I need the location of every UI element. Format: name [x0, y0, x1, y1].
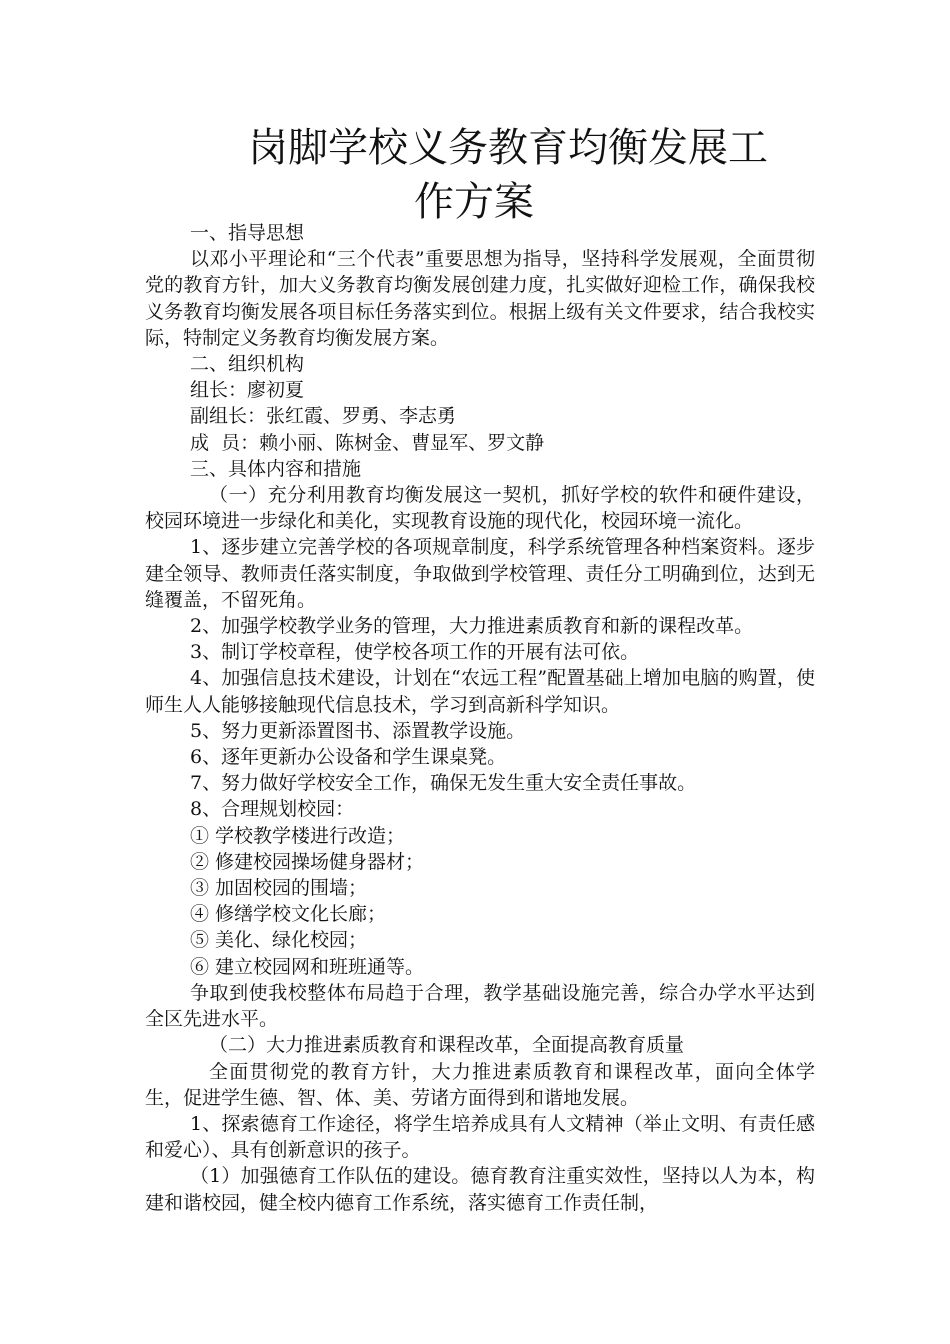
paragraph: 8、合理规划校园：	[190, 798, 355, 821]
section-heading: 一、指导思想	[190, 222, 305, 244]
list-item: ① 学校教学楼进行改造；	[190, 824, 406, 847]
paragraph: 1、逐步建立完善学校的各项规章制度，科学系统管理各种档案资料。逐步建全领导、教师责任落实制度，争取做到学校管理、责任分工明确到位，达到无缝覆盖，不留死角。	[145, 536, 815, 611]
section-heading: 三、具体内容和措施	[190, 457, 362, 480]
paragraph: 2、加强学校教学业务的管理，大力推进素质教育和新的课程改革。	[190, 615, 754, 638]
paragraph: 成 员：赖小丽、陈树金、曹显军、罗文静	[190, 431, 545, 454]
section-heading: （二）大力推进素质教育和课程改革，全面提高教育质量	[209, 1034, 685, 1057]
list-item: ③ 加固校园的围墙；	[190, 877, 368, 900]
paragraph: 4、加强信息技术建设，计划在“农远工程”配置基础上增加电脑的购置，使师生人人能够接触现代信息技术，学习到高新科学知识。	[145, 667, 815, 716]
paragraph: （一）充分利用教育均衡发展这一契机，抓好学校的软件和硬件建设，校园环境进一步绿化和美化，实现教育设施的现代化，校园环境一流化。	[145, 484, 815, 533]
paragraph: 6、逐年更新办公设备和学生课桌凳。	[190, 746, 507, 769]
list-item: ④ 修缮学校文化长廊；	[190, 903, 387, 926]
paragraph: 3、制订学校章程，使学校各项工作的开展有法可依。	[190, 641, 640, 664]
paragraph: 争取到使我校整体布局趋于合理，教学基础设施完善，综合办学水平达到全区先进水平。	[145, 981, 815, 1031]
document-body	[145, 220, 815, 1216]
list-item: ⑥ 建立校园网和班班通等。	[190, 955, 425, 978]
paragraph: 以邓小平理论和“三个代表”重要思想为指导，坚持科学发展观，全面贯彻党的教育方针，加大义务教育均衡发展创建力度，扎实做好迎检工作，确保我校义务教育均衡发展各项目标任务落实到位。根据上级有关文件要求，结合我校实际，特制定义务教育均衡发展方案。	[145, 248, 815, 349]
paragraph: 7、努力做好学校安全工作，确保无发生重大安全责任事故。	[190, 772, 697, 795]
paragraph: （1）加强德育工作队伍的建设。德育教育注重实效性，坚持以人为本，构建和谐校园，健全校内德育工作系统，落实德育工作责任制，	[145, 1165, 815, 1214]
paragraph: 1、探索德育工作途径，将学生培养成具有人文精神（举止文明、有责任感和爱心）、具有创新意识的孩子。	[145, 1112, 815, 1162]
document-title-line-1: 岗脚学校义务教育均衡发展工	[248, 125, 768, 171]
paragraph: 全面贯彻党的教育方针，大力推进素质教育和课程改革，面向全体学生，促进学生德、智、体、美、劳诸方面得到和谐地发展。	[145, 1060, 815, 1109]
paragraph: 组长：廖初夏	[190, 379, 305, 402]
paragraph: 副组长：张红霞、罗勇、李志勇	[190, 405, 457, 428]
list-item: ② 修建校园操场健身器材；	[190, 850, 425, 873]
section-heading: 二、组织机构	[190, 353, 305, 376]
list-item: ⑤ 美化、绿化校园；	[190, 929, 368, 952]
paragraph: 5、努力更新添置图书、添置教学设施。	[190, 719, 526, 742]
document-title-line-2: 作方案	[414, 179, 534, 225]
